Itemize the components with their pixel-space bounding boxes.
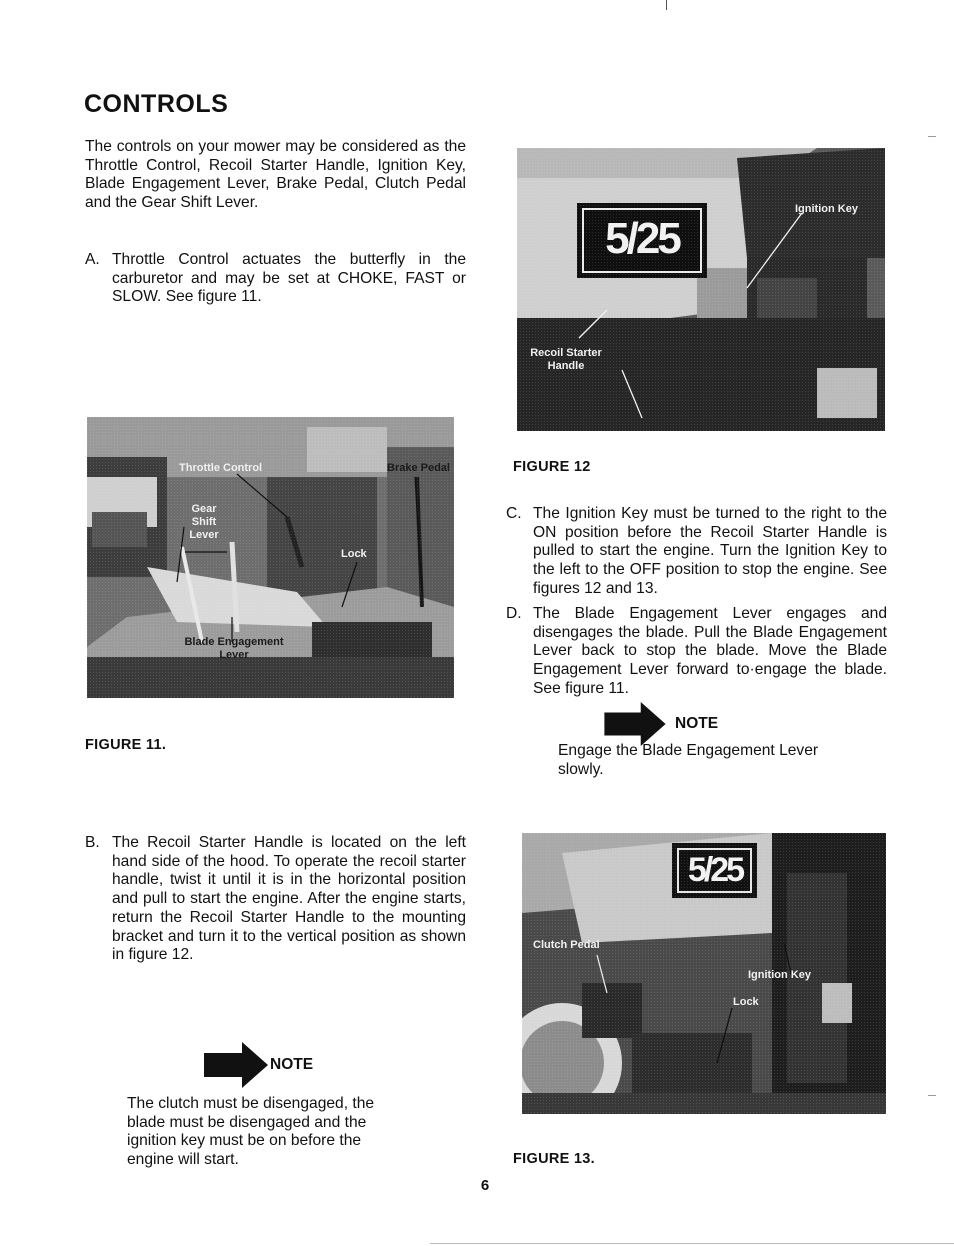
label-brake-pedal: Brake Pedal [387,462,450,474]
arrow-right-icon [204,1042,268,1088]
figure-13-caption: FIGURE 13. [513,1151,595,1167]
bottom-rule [430,1243,954,1244]
model-badge: 5/25 [687,851,743,889]
label-ignition-key: Ignition Key [795,203,858,215]
item-b [85,834,466,965]
item-d [506,605,887,699]
item-c-letter: C. [506,505,522,522]
figure-13-photo [522,833,886,1114]
item-b-letter: B. [85,834,100,851]
label-ignition-key: Ignition Key [748,969,811,981]
page-title: CONTROLS [84,90,229,118]
label-clutch-pedal: Clutch Pedal [533,939,600,951]
intro-paragraph: The controls on your mower may be considered as the Throttle Control, Recoil Starter Handle, Ignition Key, Blade Engagement Lever, Brake Pedal, Clutch Pedal and the Gear Shift Lever. [85,138,466,212]
figure-11-caption: FIGURE 11. [85,737,167,753]
figure-12-caption: FIGURE 12 [513,459,591,475]
label-lock: Lock [733,996,759,1008]
item-a-letter: A. [85,251,100,268]
note-left-text: The clutch must be disengaged, the blade must be disengaged and the ignition key must be on before the engine will start. [127,1095,375,1169]
label-blade-engagement-lever: Blade Engagement Lever [184,636,284,661]
figure-12-photo [517,148,885,431]
item-d-letter: D. [506,605,522,622]
item-a-text: Throttle Control actuates the butterfly in the carburetor and may be set at CHOKE, FAST or SLOW. See figure 11. [112,251,466,306]
label-lock: Lock [341,548,367,560]
label-recoil-starter-handle: Recoil Starter Handle [530,347,602,372]
item-b-text: The Recoil Starter Handle is located on the left hand side of the hood. To operate the recoil starter handle, twist it until it is in the horizontal position and pull to start the engine. After the engine starts, return the Recoil Starter Handle to the mounting bracket and turn it to the vertical position as shown in figure 12. [112,834,466,964]
item-c-text: The Ignition Key must be turned to the right to the ON position before the Recoil Starter Handle is pulled to start the engine. Turn the Ignition Key to the left to the OFF position to stop the engine. See figures 12 and 13. [533,505,887,597]
item-c [506,505,887,599]
label-gear-shift-lever: Gear Shift Lever [189,503,219,541]
figure-11-photo [87,417,454,698]
arrow-right-icon [603,702,667,746]
scan-mark-top [666,0,667,10]
scan-mark-right-bottom [928,1095,936,1096]
item-a [85,251,466,307]
page-number: 6 [480,1177,490,1194]
note-left-title: NOTE [270,1056,314,1073]
model-badge: 5/25 [605,214,679,263]
item-d-text: The Blade Engagement Lever engages and disengages the blade. Pull the Blade Engagement Lever back to stop the blade. Move the Blade Engagement Lever forward to·engage the blade. See figure 11. [533,605,887,697]
note-right-title: NOTE [675,715,719,732]
note-right-text: Engage the Blade Engagement Lever slowly. [558,742,819,778]
note-left-heading [204,1042,313,1088]
note-right-heading [603,702,718,746]
scan-mark-right-top [928,136,936,137]
label-throttle-control: Throttle Control [179,462,263,474]
figure-12-image [517,148,885,431]
